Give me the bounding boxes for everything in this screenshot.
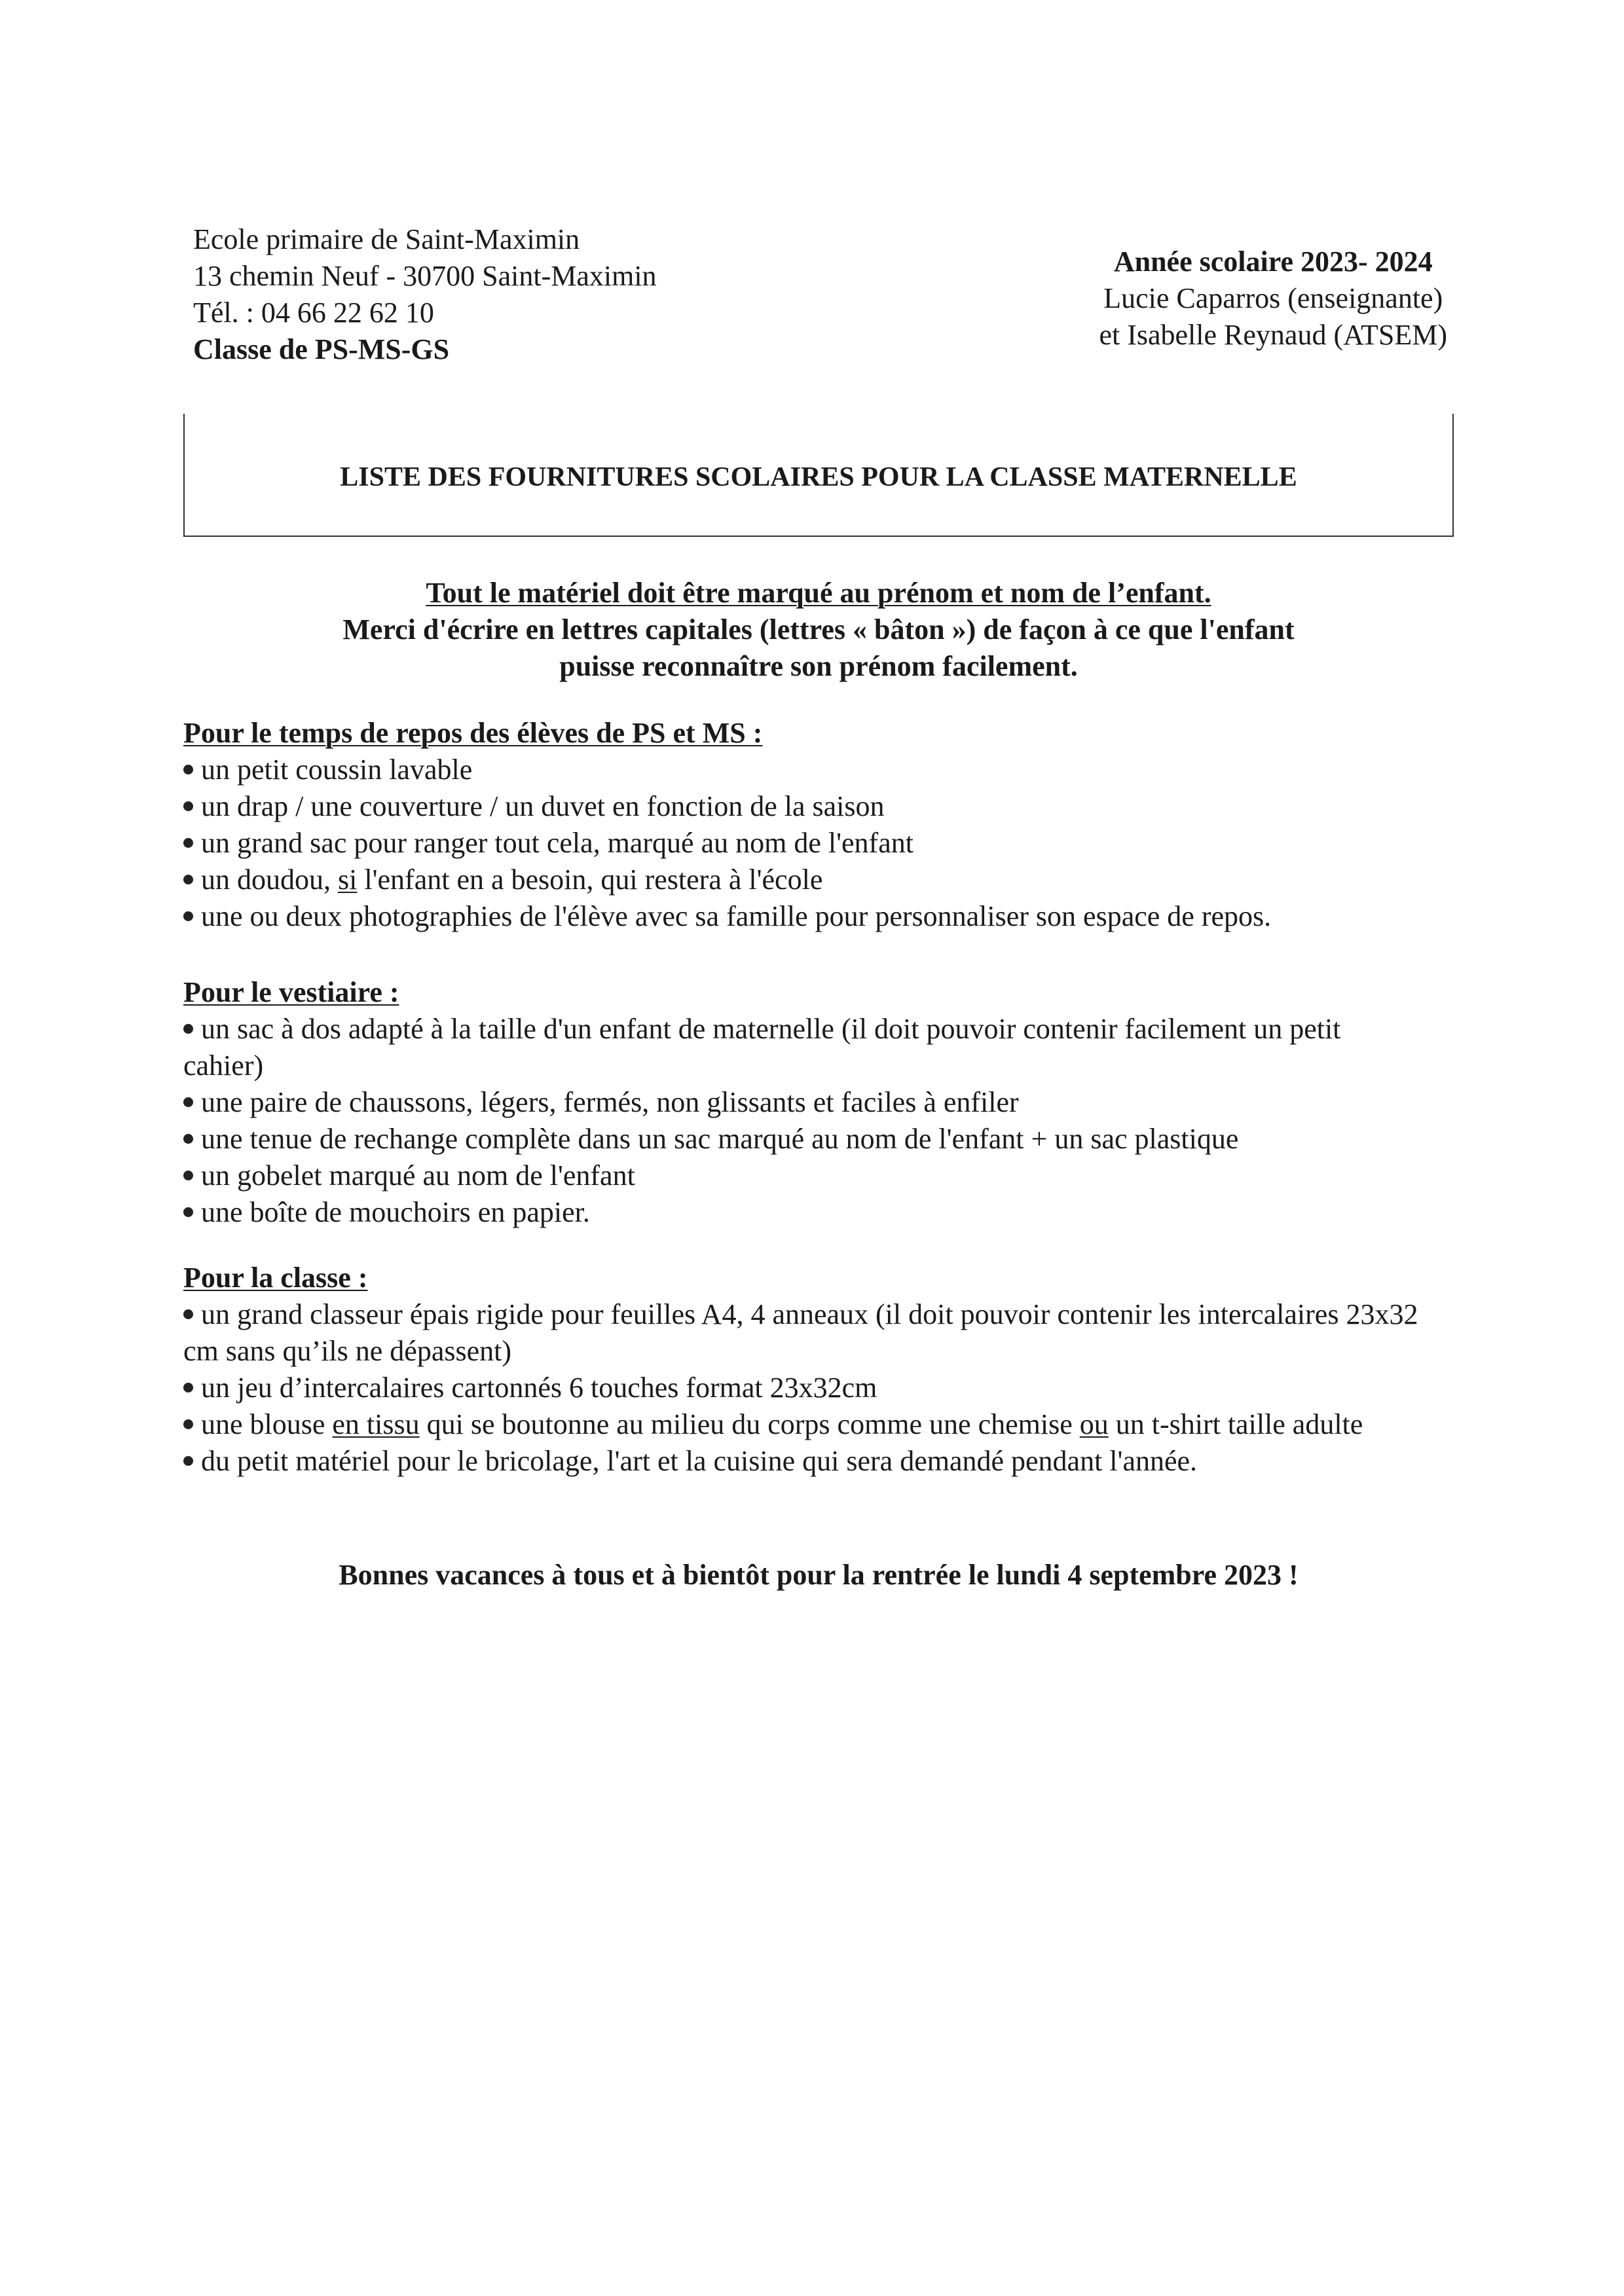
year-info [1099, 244, 1447, 354]
notice [183, 575, 1454, 685]
item-text: un petit coussin lavable [201, 754, 473, 786]
bullet-icon [183, 1309, 193, 1319]
bullet-icon [183, 1097, 193, 1107]
bullet-icon [183, 911, 193, 921]
bullet-icon [183, 1134, 193, 1144]
bullet-icon [183, 1207, 193, 1217]
bullet-icon [183, 1171, 193, 1180]
list-item [183, 862, 1428, 898]
section-title: Pour la classe : [183, 1262, 368, 1294]
list-item [183, 1406, 1428, 1443]
bullet-icon [183, 765, 193, 774]
item-text: une boîte de mouchoirs en papier. [201, 1196, 590, 1228]
section-classroom [183, 1260, 1428, 1480]
bullet-icon [183, 1419, 193, 1429]
section-title: Pour le temps de repos des élèves de PS et MS : [183, 717, 763, 749]
item-text: du petit matériel pour le bricolage, l'art et la cuisine qui sera demandé pendant l'année. [201, 1445, 1198, 1477]
bullet-icon [183, 1024, 193, 1034]
bullet-icon [183, 1456, 193, 1466]
list-item [183, 1443, 1428, 1480]
item-text: un sac à dos adapté à la taille d'un enfant de maternelle (il doit pouvoir contenir facilement un petit cahier) [183, 1013, 1341, 1082]
document-title: LISTE DES FOURNITURES SCOLAIRES POUR LA CLASSE MATERNELLE [340, 462, 1297, 492]
bullet-icon [183, 838, 193, 848]
item-text: un gobelet marqué au nom de l'enfant [201, 1159, 635, 1192]
item-text: un grand classeur épais rigide pour feuilles A4, 4 anneaux (il doit pouvoir contenir les intercalaires 23x32 cm sans qu’ils ne dépassent) [183, 1298, 1418, 1367]
school-phone: Tél. : 04 66 22 62 10 [193, 297, 434, 329]
bullet-icon [183, 801, 193, 811]
section-rest [183, 715, 1428, 935]
section-cloakroom [183, 974, 1428, 1231]
school-name: Ecole primaire de Saint-Maximin [193, 223, 580, 255]
list-item [183, 1157, 1428, 1194]
school-year: Année scolaire 2023- 2024 [1113, 246, 1433, 278]
school-info [193, 221, 657, 368]
item-text: l'enfant en a besoin, qui restera à l'école [357, 864, 823, 896]
list-item [183, 898, 1428, 935]
item-text-underlined: ou [1079, 1408, 1109, 1440]
list-item [183, 1194, 1428, 1231]
item-text: un grand sac pour ranger tout cela, marqué au nom de l'enfant [201, 827, 913, 859]
list-item [183, 1370, 1428, 1406]
item-text: une paire de chaussons, légers, fermés, non glissants et faciles à enfiler [201, 1086, 1019, 1118]
title-box [183, 414, 1454, 537]
bullet-icon [183, 1383, 193, 1393]
item-text: un jeu d’intercalaires cartonnés 6 touches format 23x32cm [201, 1372, 877, 1404]
item-text: une ou deux photographies de l'élève avec sa famille pour personnaliser son espace de repos. [201, 900, 1272, 932]
item-text: qui se boutonne au milieu du corps comme une chemise [419, 1408, 1080, 1440]
notice-line-2: Merci d'écrire en lettres capitales (lettres « bâton ») de façon à ce que l'enfant [342, 613, 1295, 646]
list-item [183, 1011, 1428, 1084]
list-item [183, 1121, 1428, 1157]
item-text-underlined: si [338, 864, 358, 896]
item-text: une blouse [201, 1408, 333, 1440]
teacher-name: Lucie Caparros (enseignante) [1103, 282, 1443, 314]
list-item [183, 825, 1428, 862]
item-text: un drap / une couverture / un duvet en fonction de la saison [201, 790, 885, 822]
item-text: une tenue de rechange complète dans un sac marqué au nom de l'enfant + un sac plastique [201, 1123, 1239, 1155]
list-item [183, 788, 1428, 825]
list-item [183, 752, 1428, 788]
list-item [183, 1296, 1428, 1370]
bullet-icon [183, 875, 193, 884]
notice-line-3: puisse reconnaître son prénom facilement. [559, 650, 1078, 682]
item-text: un doudou, [201, 864, 338, 896]
closing-message: Bonnes vacances à tous et à bientôt pour la rentrée le lundi 4 septembre 2023 ! [339, 1559, 1299, 1591]
item-text: un t-shirt taille adulte [1108, 1408, 1363, 1440]
section-title: Pour le vestiaire : [183, 976, 399, 1008]
notice-line-1: Tout le matériel doit être marqué au prénom et nom de l’enfant. [426, 577, 1211, 609]
item-text-underlined: en tissu [332, 1408, 420, 1440]
class-name: Classe de PS-MS-GS [193, 333, 450, 365]
atsem-name: et Isabelle Reynaud (ATSEM) [1099, 319, 1447, 351]
school-address: 13 chemin Neuf - 30700 Saint-Maximin [193, 260, 657, 292]
list-item [183, 1084, 1428, 1121]
